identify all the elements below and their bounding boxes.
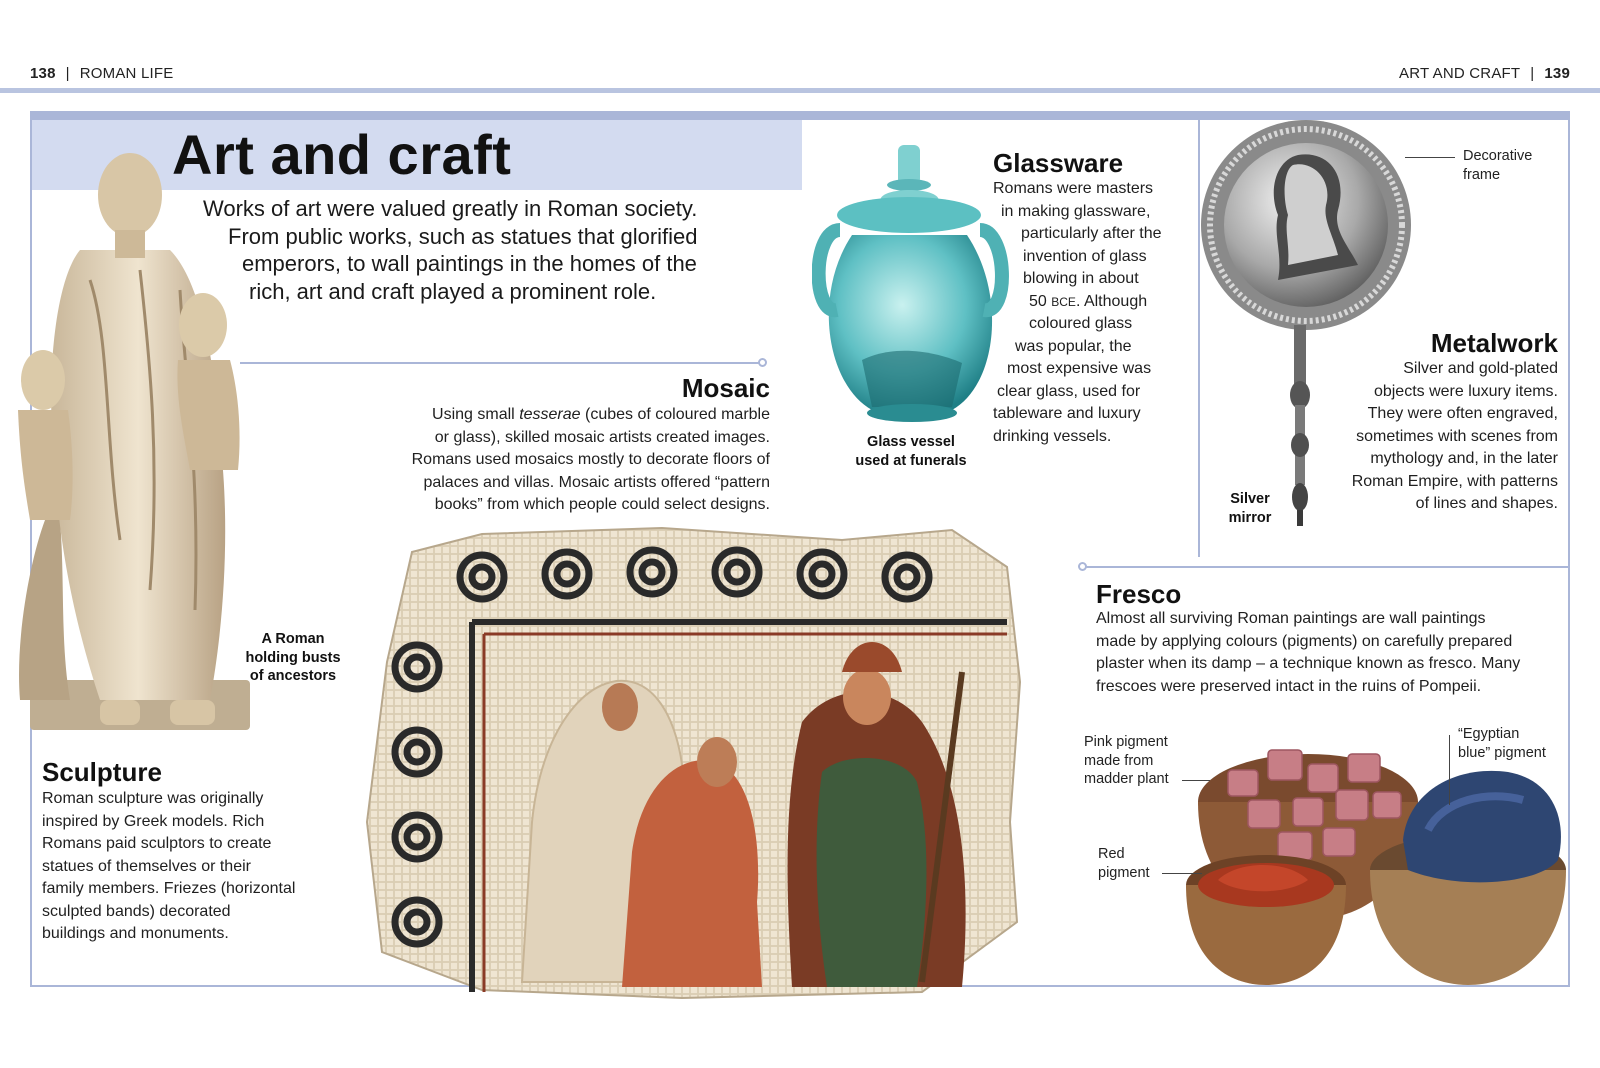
blue-leader-line (1449, 735, 1450, 805)
decorative-frame-label (1463, 147, 1532, 184)
text-line: drinking vessels. (993, 427, 1112, 445)
silver-mirror-caption (1210, 490, 1290, 527)
label-line: made from (1084, 752, 1154, 769)
intro-line: Works of art were valued greatly in Roman society. (203, 196, 698, 221)
mosaic-image (362, 522, 1028, 1002)
text-line: of lines and shapes. (1415, 495, 1558, 512)
fresco-text (1096, 608, 1520, 698)
metalwork-text (1352, 358, 1558, 516)
fresco-heading: Fresco (1096, 579, 1182, 609)
text-line: Silver and gold-plated (1403, 360, 1558, 377)
label-line: “Egyptian (1458, 726, 1520, 742)
text-line: 50 BCE. Although (1029, 292, 1148, 310)
mosaic-text (412, 404, 770, 517)
text-line: blowing in about (1023, 270, 1139, 287)
label-line: Pink pigment (1084, 734, 1168, 750)
text-line: They were often engraved, (1367, 405, 1558, 422)
sculpture-text (42, 788, 295, 946)
text-line: statues of themselves or their (42, 857, 251, 875)
metalwork-heading: Metalwork (1430, 328, 1558, 358)
text-line: inspired by Greek models. Rich (42, 812, 265, 830)
caption-line: holding busts (245, 649, 341, 666)
text-line: Roman sculpture was originally (42, 790, 264, 807)
header-rule (0, 88, 1600, 93)
text-line: Almost all surviving Roman paintings are wall paintings (1096, 610, 1486, 627)
intro-line: rich, art and craft played a prominent role. (249, 278, 657, 304)
text-line: plaster when its damp – a technique known as fresco. Many (1096, 655, 1521, 672)
text-line: buildings and monuments. (42, 925, 229, 942)
left-section-name: ROMAN LIFE (79, 65, 174, 82)
caption-line: used at funerals (855, 452, 967, 469)
text-line: Romans paid sculptors to create (42, 835, 272, 852)
label-line: frame (1463, 166, 1501, 183)
mosaic-rule-dot (758, 358, 767, 367)
text-line: Romans were masters (993, 180, 1154, 197)
label-line: blue” pigment (1458, 744, 1546, 761)
caption-line: A Roman (261, 631, 325, 647)
label-line: madder plant (1084, 771, 1169, 787)
egyptian-blue-label (1458, 725, 1546, 762)
text-line: Roman Empire, with patterns (1351, 472, 1558, 490)
text-line: objects were luxury items. (1373, 382, 1558, 400)
glassware-heading: Glassware (993, 148, 1124, 178)
fresco-rule-dot (1078, 562, 1087, 571)
red-pigment-label (1098, 845, 1150, 882)
text-line: palaces and villas. Mosaic artists offered “pattern (423, 473, 770, 491)
glass-vessel-caption (840, 433, 982, 470)
text-line: sculpted bands) decorated (42, 902, 231, 920)
text-line: was popular, the (1015, 337, 1132, 355)
pigment-bowls-image (1158, 720, 1578, 1005)
text-line: particularly after the (1021, 225, 1162, 242)
right-section-name: ART AND CRAFT (1399, 65, 1521, 82)
pink-pigment-label (1084, 733, 1169, 789)
intro-line: emperors, to wall paintings in the homes of the (242, 251, 697, 276)
mosaic-heading: Mosaic (681, 373, 770, 403)
text-line: coloured glass (1029, 315, 1133, 332)
caption-line: of ancestors (249, 668, 337, 684)
mosaic-rule (240, 362, 760, 364)
caption-line: Silver (1230, 491, 1270, 507)
left-running-header: 138 | ROMAN LIFE (30, 65, 174, 82)
label-line: Red (1098, 846, 1125, 862)
text-line: frescoes were preserved intact in the ruins of Pompeii. (1096, 677, 1482, 695)
text-line: tableware and luxury (993, 405, 1141, 422)
text-line: clear glass, used for (997, 382, 1141, 400)
text-line: most expensive was (1007, 360, 1152, 377)
label-line: pigment (1098, 864, 1150, 881)
label-line: Decorative (1463, 148, 1533, 164)
fresco-rule (1086, 566, 1568, 568)
text-line: sometimes with scenes from (1356, 427, 1558, 445)
intro-paragraph (0, 195, 800, 305)
page-title: Art and craft (172, 123, 512, 186)
right-running-header: ART AND CRAFT | 139 (1399, 65, 1570, 82)
text-line: or glass), skilled mosaic artists created images. (434, 428, 770, 446)
text-line: in making glassware, (1001, 202, 1151, 220)
glass-vessel-image (812, 145, 1012, 430)
right-page-number: 139 (1544, 65, 1570, 82)
left-page-number: 138 (30, 65, 56, 82)
text-line: invention of glass (1023, 247, 1147, 265)
text-line: books” from which people could select designs. (434, 496, 770, 513)
caption-line: mirror (1228, 509, 1272, 526)
red-leader-line (1162, 873, 1202, 874)
statue-caption (238, 630, 348, 686)
intro-line: From public works, such as statues that glorified (228, 223, 698, 249)
sculpture-heading: Sculpture (42, 757, 162, 787)
pink-leader-line (1182, 780, 1210, 781)
text-line: Romans used mosaics mostly to decorate floors of (411, 451, 770, 468)
frame-leader-line (1405, 157, 1455, 158)
text-line: Using small tesserae (cubes of coloured marble (432, 406, 770, 423)
text-line: made by applying colours (pigments) on carefully prepared (1096, 632, 1513, 650)
glassware-text (993, 178, 1162, 448)
text-line: family members. Friezes (horizontal (42, 880, 296, 897)
text-line: mythology and, in the later (1370, 450, 1558, 467)
caption-line: Glass vessel (867, 434, 955, 450)
